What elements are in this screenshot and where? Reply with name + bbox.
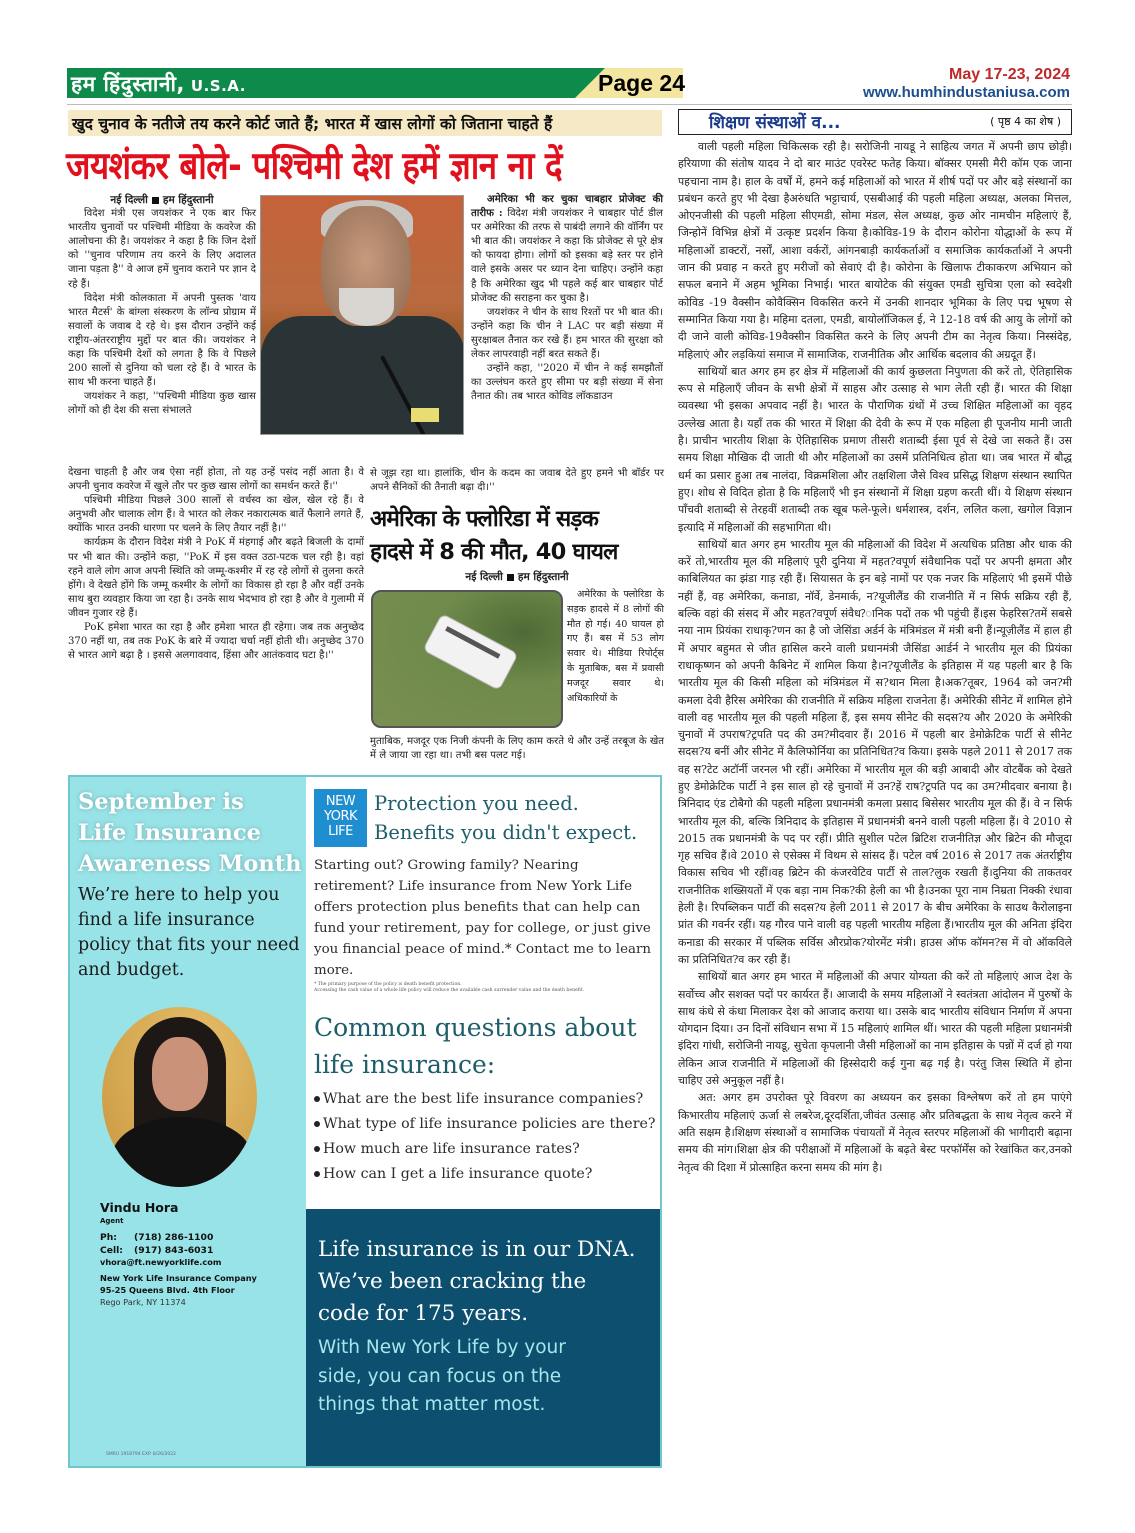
masthead: [67, 66, 1072, 104]
paragraph: PoK हमेशा भारत का रहा है और हमेशा भारत ही रहेगा। जब तक अनुच्छेद 370 नहीं था, तब तक PoK के बारे में ज्यादा चर्चा नहीं होती थी। अनुच्छेद 370 से भारत आगे बढ़ा है । इससे अलगाववाद, हिंसा और आतंकवाद घटा है।'': [68, 622, 364, 662]
byline-separator-icon: [152, 197, 159, 204]
paragraph: कार्यक्रम के दौरान विदेश मंत्री ने PoK में मंहगाई और बढ़ते बिजली के दामों पर भी बात की। उन्होंने कहा, ''PoK में इस वक्त उठा-पटक चल रही है। वहां रहने वाले लोग आज अपनी स्थिति को जम्मू-कश्मीर में रह रहे लोगों से तुलना करते होंगे। वे देखते होंगे कि जम्मू कश्मीर के लोगों का विकास हो रहा है और वहीं उनके साथ बुरा व्यवहार किया जा रहा है। उनके साथ भेदभाव हो रहा है और वे गुलामी में जीवन गुजार रहे हैं।: [68, 537, 364, 619]
paragraph: जयशंकर ने चीन के साथ रिश्तों पर भी बात की। उन्होंने कहा कि चीन ने LAC पर बड़ी संख्या में सुरक्षाबल तैनात कर रखे हैं। हम भारत की सुरक्षा को लेकर लापरवाही नहीं बरत सकते हैं।: [471, 306, 663, 361]
ad-dna-panel: [306, 1209, 660, 1466]
paragraph: से जूझ रहा था। हालांकि, चीन के कदम का जवाब देते हुए हमने भी बॉर्डर पर अपने सैनिकों की तैनाती बढ़ा दी।'': [370, 468, 664, 494]
story1-column-1: [68, 193, 256, 419]
jaishankar-photo: [260, 195, 464, 435]
agent-email[interactable]: vhora@ft.newyorklife.com: [100, 1257, 222, 1267]
focus-text: With New York Life by your side, you can focus on the things that matter most.: [318, 1337, 566, 1415]
help-text: We’re here to help you find a life insurance policy that fits your need and budget.: [78, 885, 300, 980]
common-questions-heading: Common questions about life insurance:: [314, 1013, 637, 1079]
agent-contact-card: [100, 1200, 257, 1308]
newspaper-title: हम हिंदुस्तानी, U.S.A.: [71, 72, 246, 96]
story3-body: [678, 138, 1072, 1176]
agent-company: New York Life Insurance Company: [100, 1273, 257, 1283]
story1-byline: नई दिल्ली हम हिंदुस्तानी: [110, 194, 214, 206]
story1-column-1-wide: [68, 466, 364, 663]
agent-phone[interactable]: Ph: (718) 286-1100: [100, 1232, 214, 1243]
new-york-life-ad[interactable]: [68, 775, 662, 1468]
bullet-icon: [314, 1121, 320, 1127]
list-item: What type of life insurance policies are there?: [314, 1112, 656, 1137]
agent-city: Rego Park, NY 11374: [100, 1297, 186, 1307]
website-link[interactable]: www.humhindustaniusa.com: [863, 84, 1070, 101]
story3-title: शिक्षण संस्थाओं व...: [709, 113, 841, 133]
masthead-green-band: [67, 68, 607, 98]
paragraph: देखना चाहती है और जब ऐसा नहीं होता, तो यह उन्हें पसंद नहीं आता है। वे अपनी चुनाव कवरेज में खुले तौर पर कुछ खास लोगों का समर्थन करते हैं।'': [68, 467, 364, 493]
issue-date: May 17-23, 2024: [949, 66, 1070, 83]
list-item: How much are life insurance rates?: [314, 1137, 656, 1162]
subhead: अमेरिका भी कर चुका चाबहार प्रोजेक्ट की तारीफ :: [471, 194, 663, 220]
story2-headline: अमेरिका के फ्लोरिडा में सड़क हादसे में 8 की मौत, 40 घायल: [370, 506, 618, 565]
ad-fine-print: * The primary purpose of the policy is death benefit protection. Accessing the cash value of a whole life policy will reduce the available cash surrender value and the death benefit.: [314, 982, 585, 993]
paragraph: विदेश मंत्री एस जयशंकर ने एक बार फिर भारतीय चुनावों पर पश्चिमी मीडिया के कवरेज की आलोचना की है। जयशंकर ने कहा है कि जिन देशों को ''चुनाव परिणाम तय करने के लिए अदालत जाना पड़ता है'' वे आज हमें चुनाव कराने पर ज्ञान दे रहे हैं।: [68, 208, 256, 290]
ad-compliance-code: SMRU 1918794 EXP. 8/26/2022: [106, 1452, 176, 1457]
story3-header-box: [678, 109, 1072, 135]
story2-bottom-text: मुताबिक, मजदूर एक निजी कंपनी के लिए काम करते थे और उन्हें तरबूज के खेत में ले जाया जा रहा था। तभी बस पलट गई।: [370, 736, 664, 762]
agent-role: Agent: [100, 1217, 124, 1225]
paragraph: अत: अगर हम उपरोक्त पूरे विवरण का अध्ययन कर इसका विश्लेषण करें तो हम पाएंगे किभारतीय महिलाएं ऊर्जा से लबरेज,दूरदर्शिता,जीवंत उत्साह और प्रतिबद्धता के साथ नेतृत्व करने में अति सक्षम है।शिक्षण संस्थाओं व सामाजिक पंचायतों में नेतृत्व स्तरपर महिलाओं की भागीदारी बढ़ाना समय की मांग।शिक्षा क्षेत्र की परीक्षाओं में महिलाओं के बढ़ते बेस्ट परफॉर्मेंस को रेखांकित कर,उनको नेतृत्व की दिशा में प्रोत्साहित करना समय की मांग है।: [678, 1091, 1072, 1174]
story1-column-3-wide: [370, 467, 664, 495]
ad-body-text: Starting out? Growing family? Nearing retirement? Life insurance from New York Life offers protection plus benefits that can help can fund your retirement, pay for college, or just give you financial peace of mind.* Contact me to learn more.: [314, 858, 652, 978]
paragraph: साथियों बात अगर हम भारतीय मूल की महिलाओं की विदेश में अत्यधिक प्रतिष्ठा और धाक की करें तो,भारतीय मूल की महिलाएं पूरी दुनिया में महत?वपूर्ण संवैधानिक पदों पर अपनी क्षमता और काबिलियत का झंडा गाड़ रही हैं। सियासत के इन बड़े नामों पर एक नजर कि महिलाएं भी इसमें पीछे नहीं हैं, वह अमेरिका, कनाडा, नॉर्वे, डेनमार्क, न?यूजीलैंड की राजनीति में न सिर्फ सक्रिय रही हैं, बल्कि वहां की संसद में और महत?वपूर्ण संवैध?ानिक पदों तक भी पहुंची हैं।इस फेहरिस?तमें सबसे नया नाम प्रियंका राधाकृ?णन का है जो जेसिंडा अर्डर्न के मंत्रिमंडल में मंत्री बनी हैं।न्यूज़ीलैंड में हाल ही में अपार बहुमत से जीत हासिल करने वाली प्रधानमंत्री जैसिंडा आर्डर्न ने भारतीय मूल की प्रियंका राधाकृष्णन को अपनी कैबिनेट में शामिल किया है।न?यूजीलैंड के इतिहास में यह पहली बार है कि भारतीय मूल की किसी महिला को मंत्रिमंडल में स?थान मिला है।अक?तूबर, 1964 को जन?मी कमला देवी हैरिस अमेरिका की राजनीति में सक्रिय महिला राजनेता हैं। अमेरिकी सीनेट में शामिल होने वाली वह भारतीय मूल की पहली महिला हैं, इस समय सीनेट की सदस?य और 2020 के अमेरिकी चुनावों में उपराष?ट्रपति पद की उम?मीदवार हैं। 2016 में पहली बार डेमोक्रेटिक पार्टी से सीनेट सदस?य बनीं और सीनेट में कैलिफोर्निया का प्रतिनिधित?व किया। इसके पहले 2011 से 2017 तक वह स?टेट अटॉर्नी जरनल भी रहीं। अमेरिका में भारतीय मूल की बड़ी आबादी और वोटबैंक को देखते हुए डेमोक्रेटिक पार्टी ने इस साल हो रहे चुनावों में उन?हें राष?ट्रपति पद का उम?मीदवार बनाया है। त्रिनिदाद एंड टोबैगो की पहली महिला प्रधानमंत्री कमला प्रसाद बिसेसर भारतीय मूल की हैं। वे न सिर्फ भारतीय मूल की, बल्कि त्रिनिदाद के इतिहास में प्रधानमंत्री बनने वाली पहली महिला हैं। वे 2010 से 2015 तक प्रधानमंत्री के पद पर रहीं। प्रीति सुशील पटेल ब्रिटिश राजनीतिज्ञ और ब्रिटेन की मौजूदा गृह सचिव हैं।वे 2010 से एसेक्स में विथम से सांसद हैं। पटेल वर्ष 2016 से 2017 तक अंतर्राष्ट्रीय विकास सचिव भी रहीं।वह ब्रिटेन की कंजरवेटिव पार्टी से ताल?लुक रखती हैं।दुनिया की ताकतवर राजनीतिक शख्सियतों में एक बड़ा नाम निक?की हेली का भी है।उनका पूरा नाम निम्रता निक्की रंधावा हेली है। रिपब्लिकन पार्टी की सदस?य हेली 2011 से 2017 के बीच अमेरिका के साउथ कैरोलाइना प्रांत की गवर्नर रहीं। यह गौरव पाने वाली वह पहली भारतीय महिला हैं।भारतीय मूल की अनिता इंदिरा कनाडा की सरकार में पब्लिक सर्विस औरप्रोक?योरमेंट मंत्री। हाउस ऑफ कॉमन?स में वो ऑकविले का प्रतिनिधित?व कर रही हैं।: [678, 537, 1072, 966]
story1-kicker: खुद चुनाव के नतीजे तय करने कोर्ट जाते हैं; भारत में खास लोगों को जिताना चाहते हैं: [68, 110, 662, 136]
paragraph: साथियों बात अगर हम हर क्षेत्र में महिलाओं की कार्य कुछलता निपुणता की करें तो, ऐतिहासिक रूप से महिलाएँ जीवन के सभी क्षेत्रों में साहस और उत्साह से भाग लेती रही हैं। भारत की शिक्षा व्यवस्था भी इसका अपवाद नहीं है। भारत के पौराणिक ग्रंथों में उच्च शिक्षित महिलाओं का वृहद उल्लेख आता है। यहाँ तक की भारत में शिक्षा की देवी के रूप में एक महिला ही पूजनीय मानी जाती है। प्राचीन भारतीय शिक्षा के ऐतिहासिक प्रमाण तीसरी शताब्दी ईसा पूर्व से देखे जा सकते हैं। उस समय शिक्षा मौखिक दी जाती थी और महिलाओं का उसमें प्रतिनिधित्व होता था। जब भारत में बौद्ध धर्म का प्रसार हुआ तब नालंदा, विक्रमशिला और तक्षशिला जैसे विश्व प्रसिद्ध शिक्षण संस्थान स्थापित हुए। शोध से विदित होता है कि महिलाएँ भी इन संस्थानों में शिक्षा ग्रहण करती थीं। ये शिक्षण संस्थान पाँचवी शताब्दी से तेरहवीं शताब्दी तक खूब फले-फूले। धर्मशास्त्र, दर्शन, ललित कला, खगोल विज्ञान इत्यादि में महिलाओं की सहभागिता थी।: [678, 364, 1072, 534]
bullet-icon: [314, 1146, 320, 1152]
bullet-icon: [314, 1171, 320, 1177]
awareness-month-heading: September is Life Insurance Awareness Month: [78, 789, 302, 877]
paragraph: अमेरिका भी कर चुका चाबहार प्रोजेक्ट की तारीफ : विदेश मंत्री जयशंकर ने चाबहार पोर्ट डील पर अमेरिका की तरफ से पाबंदी लगाने की वॉर्निंग पर भी बात की। जयशंकर ने कहा कि प्रोजेक्ट से पूरे क्षेत्र को फायदा होगा। लोगों को इसका बड़े स्तर पर होने वाले इसके असर पर ध्यान देना चाहिए। उन्होंने कहा है कि अमेरिका खुद भी पहले कई बार चाबहार पोर्ट प्रोजेक्ट की सराहना कर चुका है।: [471, 194, 664, 304]
bullet-icon: [314, 1096, 320, 1102]
byline-separator-icon: [507, 574, 514, 581]
paragraph: साथियों बात अगर हम भारत में महिलाओं की अपार योग्यता की करें तो महिलाएं आज देश के सर्वोच्च और सशक्त पदों पर कार्यरत हैं। आजादी के समय महिलाओं ने स्वतंत्रता आंदोलन में पुरुषों के साथ कंधे से कंधा मिलाकर देश को आजाद कराया था। उसके बाद भारतीय संविधान निर्माण में अपना योगदान दिया। उन दिनों संविधान सभा में 15 महिलाएं शामिल थीं। भारत की पहली महिला प्रधानमंत्री इंदिरा गांधी, सरोजिनी नायडू, सुचेता कृपलानी जैसी महिलाओं का नाम इतिहास के पन्नों में दर्ज हो गया लेकिन आज राजनीति में महिलाओं की हिस्सेदारी कई गुना बढ़ गई है। परंतु जिस स्थिति में होना चाहिए उसे अनुकूल नहीं है।: [678, 970, 1072, 1088]
paragraph: उन्होंने कहा, ''2020 में चीन ने कई समझौतों का उल्लंघन करते हुए सीमा पर बड़ी संख्या में सेना तैनात की। तब भारत कोविड लॉकडाउन: [471, 363, 663, 403]
agent-cell[interactable]: Cell: (917) 843-6031: [100, 1245, 214, 1256]
bus-crash-photo: [371, 590, 563, 728]
dna-heading: Life insurance is in our DNA. We’ve been cracking the code for 175 years.: [318, 1237, 636, 1326]
agent-name: Vindu Hora: [100, 1200, 179, 1215]
masthead-divider: [67, 104, 1072, 105]
new-york-life-logo: NEW YORK LIFE: [314, 789, 367, 847]
issue-info: [863, 66, 1070, 101]
ad-left-panel: [70, 777, 306, 1466]
overturned-bus: [424, 614, 518, 689]
protection-heading: Protection you need. Benefits you didn't expect.: [374, 792, 638, 844]
story2-byline: नई दिल्ली हम हिंदुस्तानी: [465, 571, 569, 583]
paragraph: पश्चिमी मीडिया पिछले 300 सालों से वर्चस्व का खेल, खेल रहे हैं। वे अनुभवी और चालाक लोग हैं। वे भारत को लेकर नकारात्मक बातें फैलाने लगते हैं, क्योंकि भारत उनकी धारणा पर चलने के लिए तैयार नहीं है।'': [68, 495, 364, 535]
page-number: Page 24: [598, 70, 685, 96]
questions-list: [314, 1087, 656, 1187]
paragraph: वाली पहली महिला चिकित्सक रही है। सरोजिनी नायडू ने साहित्य जगत में अपनी छाप छोड़ी। हरियाणा की संतोष यादव ने दो बार माउंट एवरेस्ट फतेह किया। बॉक्सर एमसी मैरी कॉम एक जाना पहचाना नाम है। हाल के वर्षों में, हमने कई महिलाओं को भारत में शीर्ष पदों पर और बड़े संस्थानों का प्रबंधन करते हुए भी देखा हैअरुंधति भट्टाचार्य, एसबीआई की पहली महिला अध्यक्ष, अलका मित्तल, ओएनजीसी की पहली महिला सीएमडी, सोमा मंडल, सेल अध्यक्ष, कुछ ओर नामचीन महिलाएं हैं, जिन्होनें विभिन्न क्षेत्रों में उत्कृष्ट प्रदर्शन किया है।कोविड-19 के दौरान कोरोना योद्धाओं के रूप में महिलाओं डाक्टरों, नर्सों, आशा वर्करों, आंगनबाड़ी कार्यकर्ताओं व समाजिक कार्यकर्ताओं ने अपनी जान की प्रवाह न करते हुए मरीजों को सेवाएं दी है। कोरोना के खिलाफ टीकाकरण अभियान को सफल बनाने में अहम भूमिका निभाई। भारत बायोटेक की संयुक्त एमडी सुचित्रा एला को स्वदेशी कोविड -19 वैक्सीन कोवैक्सिन विकसित करने में उनकी शानदार भूमिका के लिए पद्म भूषण से सम्मानित किया गया है। महिमा दतला, एमडी, बायोलॉजिकल ई, ने 12-18 वर्ष की आयु के लोगों को दी जाने वाली कोविड-19वैक्सीन विकसित करने के लिए अपनी टीम का नेतृत्व किया। निस्संदेह, महिलाएं और लड़कियां समाज में सामाजिक, राजनीतिक और आर्थिक बदलाव की अग्रदूत हैं।: [678, 140, 1072, 361]
story2-byline-wrap: [370, 570, 664, 584]
story2-side-text: अमेरिका के फ्लोरिडा के सड़क हादसे में 8 लोगों की मौत हो गई। 40 घायल हो गए हैं। बस में 53 लोग सवार थे। मीडिया रिपोर्ट्स के मुताबिक, बस में प्रवासी मजदूर सवार थे। अधिकारियों के: [567, 589, 664, 704]
agent-portrait: [102, 1007, 257, 1187]
story1-headline: जयशंकर बोले- पश्चिमी देश हमें ज्ञान ना दें: [66, 142, 562, 188]
story1-column-3: [471, 193, 663, 404]
paragraph: जयशंकर ने कहा, ''पश्चिमी मीडिया कुछ खास लोगों को ही देश की सत्ता संभालते: [68, 391, 256, 417]
list-item: What are the best life insurance companies?: [314, 1087, 656, 1112]
list-item: How can I get a life insurance quote?: [314, 1162, 656, 1187]
paragraph: विदेश मंत्री कोलकाता में अपनी पुस्तक 'वाय भारत मैटर्स' के बांग्ला संस्करण के लॉन्च प्रोग्राम में सवालों के जवाब दे रहे थे। इस दौरान उन्होंने कई राष्ट्रीय-अंतरराष्ट्रीय मुद्दों पर बात की। जयशंकर ने कहा कि पश्चिमी देशों को लगता है कि वे पिछले 200 सालों से दुनिया को चला रहे हैं। वे भारत के साथ भी करना चाहते हैं।: [68, 292, 256, 389]
continued-from-reference[interactable]: ( पृष्ठ 4 का शेष ): [990, 115, 1061, 128]
agent-address: 95-25 Queens Blvd. 4th Floor: [100, 1285, 235, 1295]
